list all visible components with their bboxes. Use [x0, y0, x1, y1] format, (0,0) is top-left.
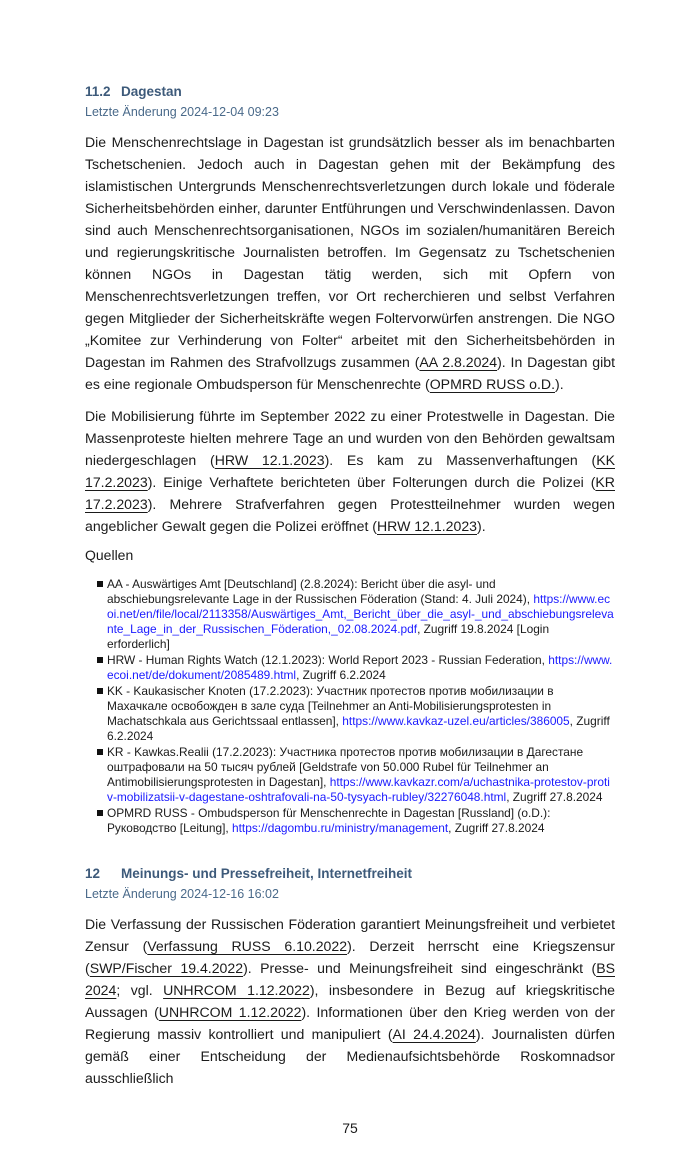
citation-link[interactable]: AA 2.8.2024 [419, 354, 498, 370]
text-run: ). Einige Verhaftete berichteten über Folterungen durch die Polizei ( [147, 474, 596, 490]
text-run: Die Verfassung der Russischen Föderation garantiert Meinungsfreiheit und verbietet Zensur ( [85, 916, 615, 954]
source-link[interactable]: https://www.ecoi.net/en/file/local/2113358/Auswärtiges_Amt,_Bericht_über_die_asyl-_und_abschiebungsrelevante_Lage_in_der_Russischen_Föderation,_02.08.2024.pdf [107, 592, 614, 636]
citation-link[interactable]: UNHRCOM 1.12.2022 [163, 982, 310, 998]
section-title: Dagestan [121, 84, 182, 99]
citation-link[interactable]: Verfassung RUSS 6.10.2022 [147, 938, 348, 954]
source-item [97, 653, 615, 683]
text-run: ). [555, 376, 564, 392]
text-run: ). Es kam zu Massenverhaftungen ( [324, 452, 597, 468]
citation-link[interactable]: BS 2024 [85, 960, 615, 998]
citation-link[interactable]: HRW 12.1.2023 [214, 452, 325, 468]
citation-link[interactable]: KK 17.2.2023 [85, 452, 615, 490]
citation-link[interactable]: OPMRD RUSS o.D. [429, 376, 556, 392]
paragraph [85, 405, 615, 537]
citation-link[interactable]: KR 17.2.2023 [85, 474, 615, 512]
source-link[interactable]: https://dagombu.ru/ministry/management [232, 821, 449, 835]
section-title: Meinungs- und Pressefreiheit, Internetfreiheit [121, 866, 413, 881]
paragraph [85, 913, 615, 1089]
text-run: ). Journalisten dürfen gemäß einer Entscheidung der Medienaufsichtsbehörde Roskomnadsor ausschließlich [85, 1026, 615, 1086]
source-item [97, 577, 615, 652]
section-heading-press-freedom [85, 866, 615, 881]
text-run: ). Mehrere Strafverfahren gegen Protestteilnehmer wurden wegen angeblicher Gewalt gegen die Polizei eröffnet ( [85, 496, 615, 534]
source-link[interactable]: https://www.ecoi.net/de/dokument/2085489.html [107, 653, 613, 682]
source-link[interactable]: https://www.kavkazr.com/a/uchastnika-protestov-protiv-mobilizatsii-v-dagestane-oshtrafovali-na-50-tysyach-rubley/32276048.html [107, 775, 610, 804]
text-run: ; vgl. [116, 982, 164, 998]
section-body [85, 913, 615, 1089]
text-run: , Zugriff 6.2.2024 [296, 668, 386, 682]
source-item [97, 745, 615, 805]
section-number: 12 [85, 866, 101, 881]
citation-link[interactable]: SWP/Fischer 19.4.2022 [89, 960, 244, 976]
text-run: ), insbesondere in Bezug auf kriegskritische Aussagen ( [85, 982, 615, 1020]
text-run: ). [477, 518, 486, 534]
text-run: OPMRD RUSS - Ombudsperson für Menschenrechte in Dagestan [Russland] (o.D.): Руководство [Leitung], [107, 806, 551, 835]
text-run: KR - Kawkas.Realii (17.2.2023): Участника протестов против мобилизации в Дагестане оштрафовали на 50 тысяч рублей [Geldstrafe von 50.000 Rubel für Teilnehmer an Antimobilisierungsprotesten in Dagestan], [107, 745, 584, 789]
last-modified: Letzte Änderung 2024-12-16 16:02 [85, 887, 279, 901]
section-body [85, 131, 615, 537]
text-run: , Zugriff 27.8.2024 [506, 790, 603, 804]
citation-link[interactable]: HRW 12.1.2023 [376, 518, 478, 534]
section-heading-dagestan [85, 84, 615, 99]
text-run: AA - Auswärtiges Amt [Deutschland] (2.8.2024): Bericht über die asyl- und abschiebungsrelevante Lage in der Russischen Föderation (Stand: 4. Juli 2024), [107, 577, 534, 606]
sources-list [85, 577, 615, 836]
text-run: KK - Kaukasischer Knoten (17.2.2023): Участник протестов против мобилизации в Махачкале освобожден в зале суда [Teilnehmer an Anti-Mobilisierungsprotesten in Machatschkala aus Gerichtssaal entlassen], [107, 684, 554, 728]
document-page [85, 0, 615, 1089]
source-item [97, 684, 615, 744]
sources-label: Quellen [85, 547, 134, 563]
text-run: , Zugriff 19.8.2024 [Login erforderlich] [107, 622, 550, 651]
page-number: 75 [342, 1120, 358, 1136]
text-run: , Zugriff 6.2.2024 [107, 714, 610, 743]
text-run: ). Presse- und Meinungsfreiheit sind eingeschränkt ( [243, 960, 597, 976]
text-run: , Zugriff 27.8.2024 [448, 821, 545, 835]
text-run: ). Derzeit herrscht eine Kriegszensur ( [85, 938, 615, 976]
text-run: HRW - Human Rights Watch (12.1.2023): World Report 2023 - Russian Federation, [107, 653, 549, 667]
text-run: Die Menschenrechtslage in Dagestan ist grundsätzlich besser als im benachbarten Tschetschenien. Jedoch auch in Dagestan gehen mit der Bekämpfung des islamistischen Untergrunds Menschenrechtsverletzungen durch lokale und föderale Sicherheitsbehörden einher, darunter Entführungen und Verschwindenlassen. Davon sind auch Menschenrechtsorganisationen, NGOs im sozialen/humanitären Bereich und regierungskritische Journalisten betroffen. Im Gegensatz zu Tschetschenien können NGOs in Dagestan tätig werden, sich mit Opfern von Menschenrechtsverletzungen treffen, vor Ort recherchieren und selbst Verfahren gegen Mitglieder der Sicherheitskräfte wegen Foltervorwürfen anstrengen. Die NGO „Komitee zur Verhinderung von Folter“ arbeitet mit den Sicherheitsbehörden in Dagestan im Rahmen des Strafvollzugs zusammen ( [85, 134, 615, 370]
source-link[interactable]: https://www.kavkaz-uzel.eu/articles/386005 [342, 714, 570, 728]
citation-link[interactable]: AI 24.4.2024 [392, 1026, 476, 1042]
source-item [97, 806, 615, 836]
text-run: ). In Dagestan gibt es eine regionale Ombudsperson für Menschenrechte ( [85, 354, 615, 392]
text-run: Die Mobilisierung führte im September 2022 zu einer Protestwelle in Dagestan. Die Massenproteste hielten mehrere Tage an und wurden von den Behörden gewaltsam niedergeschlagen ( [85, 408, 615, 468]
text-run: ). Informationen über den Krieg werden von der Regierung massiv kontrolliert und manipuliert ( [85, 1004, 615, 1042]
citation-link[interactable]: UNHRCOM 1.12.2022 [158, 1004, 302, 1020]
paragraph [85, 131, 615, 395]
last-modified: Letzte Änderung 2024-12-04 09:23 [85, 105, 279, 119]
section-number: 11.2 [85, 84, 111, 99]
